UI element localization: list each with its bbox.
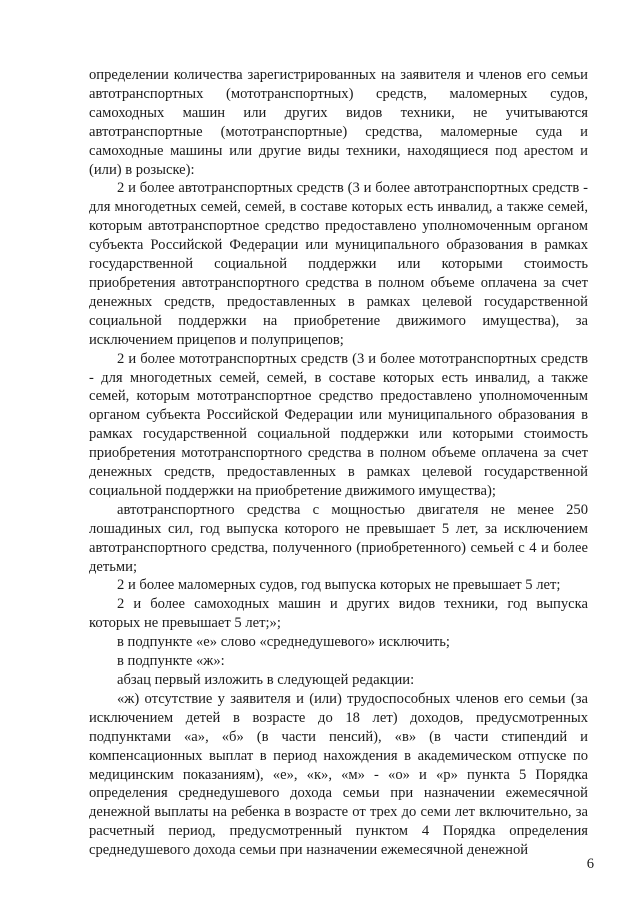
- paragraph-continuation: определении количества зарегистрированных на заявителя и членов его семьи автотранспортных (мототранспортных) средств, маломерных судов, самоходных машин или других видов техники, не учитываются автотранспортные (мототранспортные) средства, маломерные суда и самоходные машины или другие виды техники, находящиеся под арестом и (или) в розыске):: [89, 67, 588, 178]
- paragraph-new-subpoint-zh: «ж) отсутствие у заявителя и (или) трудоспособных членов его семьи (за исключением детей в возрасте до 18 лет) доходов, предусмотренных подпунктами «а», «б» (в части пенсий), «в» (в части стипендий и компенсационных выплат в период нахождения в академическом отпуске по медицинским показаниям), «е», «к», «м» - «о» и «р» пункта 5 Порядка определения среднедушевого дохода семьи при назначении ежемесячной денежной выплаты на ребенка в возрасте от трех до семи лет включительно, за расчетный период, предусмотренный пунктом 4 Порядка определения среднедушевого дохода семьи при назначении ежемесячной денежной: [89, 690, 588, 859]
- document-body: [89, 66, 588, 860]
- paragraph-motor-vehicles: 2 и более автотранспортных средств (3 и более автотранспортных средств - для многодетных семей, семей, в составе которых есть инвалид, а также семей, которым автотранспортное средство предоставлено уполномоченным органом субъекта Российской Федерации или муниципального образования в рамках государственной социальной поддержки или которыми стоимость приобретения автотранспортного средства в полном объеме оплачена за счет денежных средств, предоставленных в рамках целевой государственной социальной поддержки на приобретение движимого имущества), за исключением прицепов и полуприцепов;: [89, 180, 588, 348]
- page-number: 6: [586, 856, 594, 872]
- paragraph-small-vessels: 2 и более маломерных судов, год выпуска которых не превышает 5 лет;: [117, 577, 561, 594]
- paragraph-engine-power: автотранспортного средства с мощностью двигателя не менее 250 лошадиных сил, год выпуска которого не превышает 5 лет, за исключением автотранспортного средства, полученного (приобретенного) семьей с 4 и более детьми;: [89, 501, 588, 575]
- paragraph-first-paragraph-edit: абзац первый изложить в следующей редакции:: [117, 672, 415, 688]
- paragraph-subpoint-e: в подпункте «е» слово «среднедушевого» исключить;: [117, 634, 450, 651]
- paragraph-motorcycles: 2 и более мототранспортных средств (3 и более мототранспортных средств - для многодетных семей, семей, в составе которых есть инвалид, а также семей, которым мототранспортное средство предоставлено уполномоченным органом субъекта Российской Федерации или муниципального образования в рамках государственной социальной поддержки или которыми стоимость приобретения мототранспортного средства в полном объеме оплачена за счет денежных средств, предоставленных в рамках целевой государственной социальной поддержки на приобретение движимого имущества);: [89, 350, 588, 499]
- paragraph-self-propelled-machines: 2 и более самоходных машин и других видов техники, год выпуска которых не превышает 5 лет;»;: [89, 596, 588, 632]
- paragraph-subpoint-zh: в подпункте «ж»:: [117, 653, 225, 670]
